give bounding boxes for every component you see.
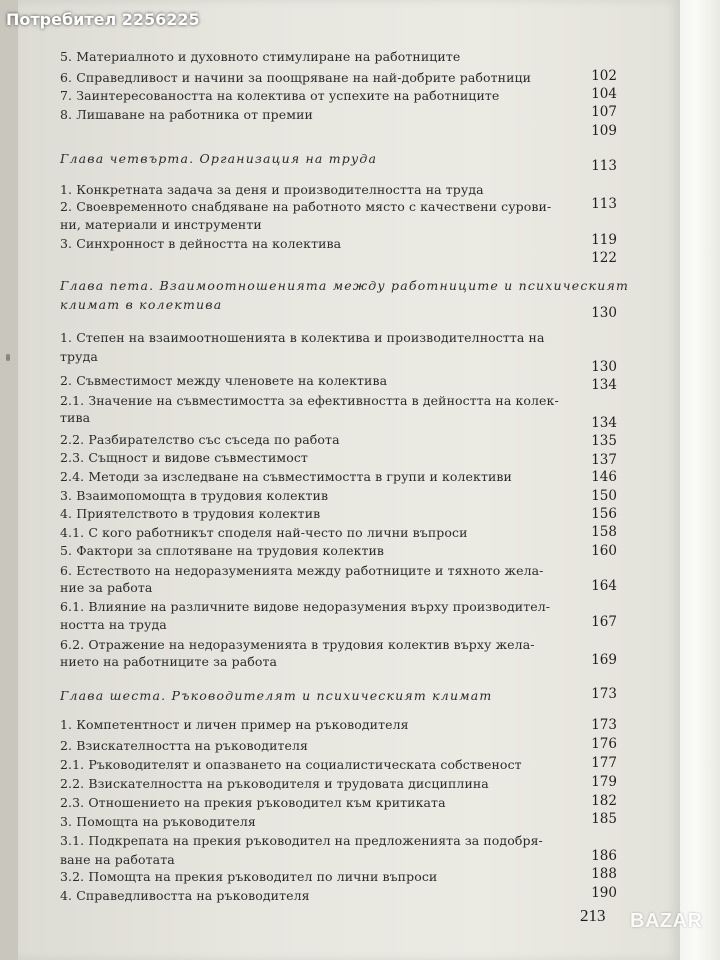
toc-page-number: 130 [591,305,617,321]
toc-entry: 6.2. Отражение на недоразуменията в трудовия колектив върху жела- [60,637,535,652]
toc-entry: труда [60,349,98,364]
toc-page-number: 160 [591,543,617,559]
toc-entry: ние за работа [60,580,153,595]
toc-entry: 3. Взаимопомощта в трудовия колектив [60,488,329,503]
toc-page-number: 113 [591,196,617,212]
toc-entry: 8. Лишаване на работника от премии [60,107,313,122]
toc-page-number: 179 [591,774,617,790]
toc-page-number: 134 [591,415,617,431]
toc-entry: ността на труда [60,617,167,632]
toc-entry: 2.1. Ръководителят и опазването на социалистическата собственост [60,757,522,772]
toc-entry: 2.3. Отношението на прекия ръководител към критиката [60,795,446,810]
toc-entry: 3.1. Подкрепата на прекия ръководител на предложенията за подобря- [60,833,543,848]
toc-entry: 6.1. Влияние на различните видове недоразумения върху производител- [60,599,551,614]
toc-page-number: 104 [591,86,617,102]
toc-entry: ни, материали и инструменти [60,217,262,232]
toc-page-number: 135 [591,433,617,449]
toc-entry: ване на работата [60,852,175,867]
toc-entry: 4.1. С кого работникът споделя най-често по лични въпроси [60,525,468,540]
toc-page-number: 185 [591,811,617,827]
toc-entry: 4. Приятелството в трудовия колектив [60,506,321,521]
toc-page-number: 173 [591,717,617,733]
chapter-heading: Глава четвърта. Организация на труда [60,151,378,166]
toc-page-number: 177 [591,755,617,771]
toc-entry: 7. Заинтересоваността на колектива от успехите на работниците [60,88,500,103]
toc-page-number: 156 [591,506,617,522]
toc-page-number: 137 [591,452,617,468]
toc-entry: 2.2. Разбирателство със съседа по работа [60,432,340,447]
chapter-heading: климат в колектива [60,297,223,312]
toc-entry: 2.1. Значение на съвместимостта за ефективността в дейността на колек- [60,393,559,408]
toc-page-number: 130 [591,359,617,375]
toc-page-number: 188 [591,866,617,882]
toc-entry: 3.2. Помощта на прекия ръководител по лични въпроси [60,869,438,884]
chapter-heading: Глава пета. Взаимоотношенията между работниците и психическият [60,278,630,293]
toc-page-number: 119 [591,232,617,248]
toc-page-number: 164 [591,578,617,594]
toc-page-number: 134 [591,377,617,393]
toc-entry: 2. Своевременното снабдяване на работното място с качествени сурови- [60,199,552,214]
toc-page-number: 182 [591,793,617,809]
chapter-heading: Глава шеста. Ръководителят и психическият климат [60,688,493,703]
toc-entry: 4. Справедливостта на ръководителя [60,888,310,903]
page-number: 213 [580,906,606,925]
toc-entry: 2.4. Методи за изследване на съвместимостта в групи и колективи [60,469,512,484]
toc-entry: нието на работниците за работа [60,654,278,669]
toc-page-number: 190 [591,885,617,901]
toc-entry: 6. Естеството на недоразуменията между работниците и тяхното жела- [60,563,544,578]
toc-page-number: 102 [591,68,617,84]
toc-page-number: 186 [591,848,617,864]
toc-entry: 1. Компетентност и личен пример на ръководителя [60,717,409,732]
toc-page-number: 158 [591,524,617,540]
user-watermark: Потребител 2256225 [6,10,200,29]
toc-page-number: 176 [591,736,617,752]
toc-page-number: 109 [591,123,617,139]
bazar-logo: BAZAR [630,910,703,932]
toc-page-number: 113 [591,158,617,174]
toc-entry: 2. Взискателността на ръководителя [60,738,309,753]
toc-page-number: 167 [591,614,617,630]
toc-entry: 2.3. Същност и видове съвместимост [60,450,308,465]
toc-entry: 3. Помощта на ръководителя [60,814,256,829]
toc-page-number: 173 [591,686,617,702]
toc-entry: 1. Конкретната задача за деня и производителността на труда [60,182,484,197]
toc-entry: 1. Степен на взаимоотношенията в колектива и производителността на [60,330,545,345]
toc-page-number: 146 [591,469,617,485]
toc-entry: тива [60,410,91,425]
toc-page-number: 122 [591,250,617,266]
toc-entry: 5. Материалното и духовното стимулиране на работниците [60,49,461,64]
toc-entry: 5. Фактори за сплотяване на трудовия колектив [60,543,385,558]
toc-entry: 3. Синхронност в дейността на колектива [60,236,342,251]
toc-page-number: 107 [591,104,617,120]
toc-entry: 2. Съвместимост между членовете на колектива [60,373,388,388]
toc-entry: 6. Справедливост и начини за поощряване на най-добрите работници [60,70,532,85]
toc-page-number: 169 [591,652,617,668]
toc-page-number: 150 [591,488,617,504]
toc-entry: 2.2. Взискателността на ръководителя и трудовата дисциплина [60,776,489,791]
